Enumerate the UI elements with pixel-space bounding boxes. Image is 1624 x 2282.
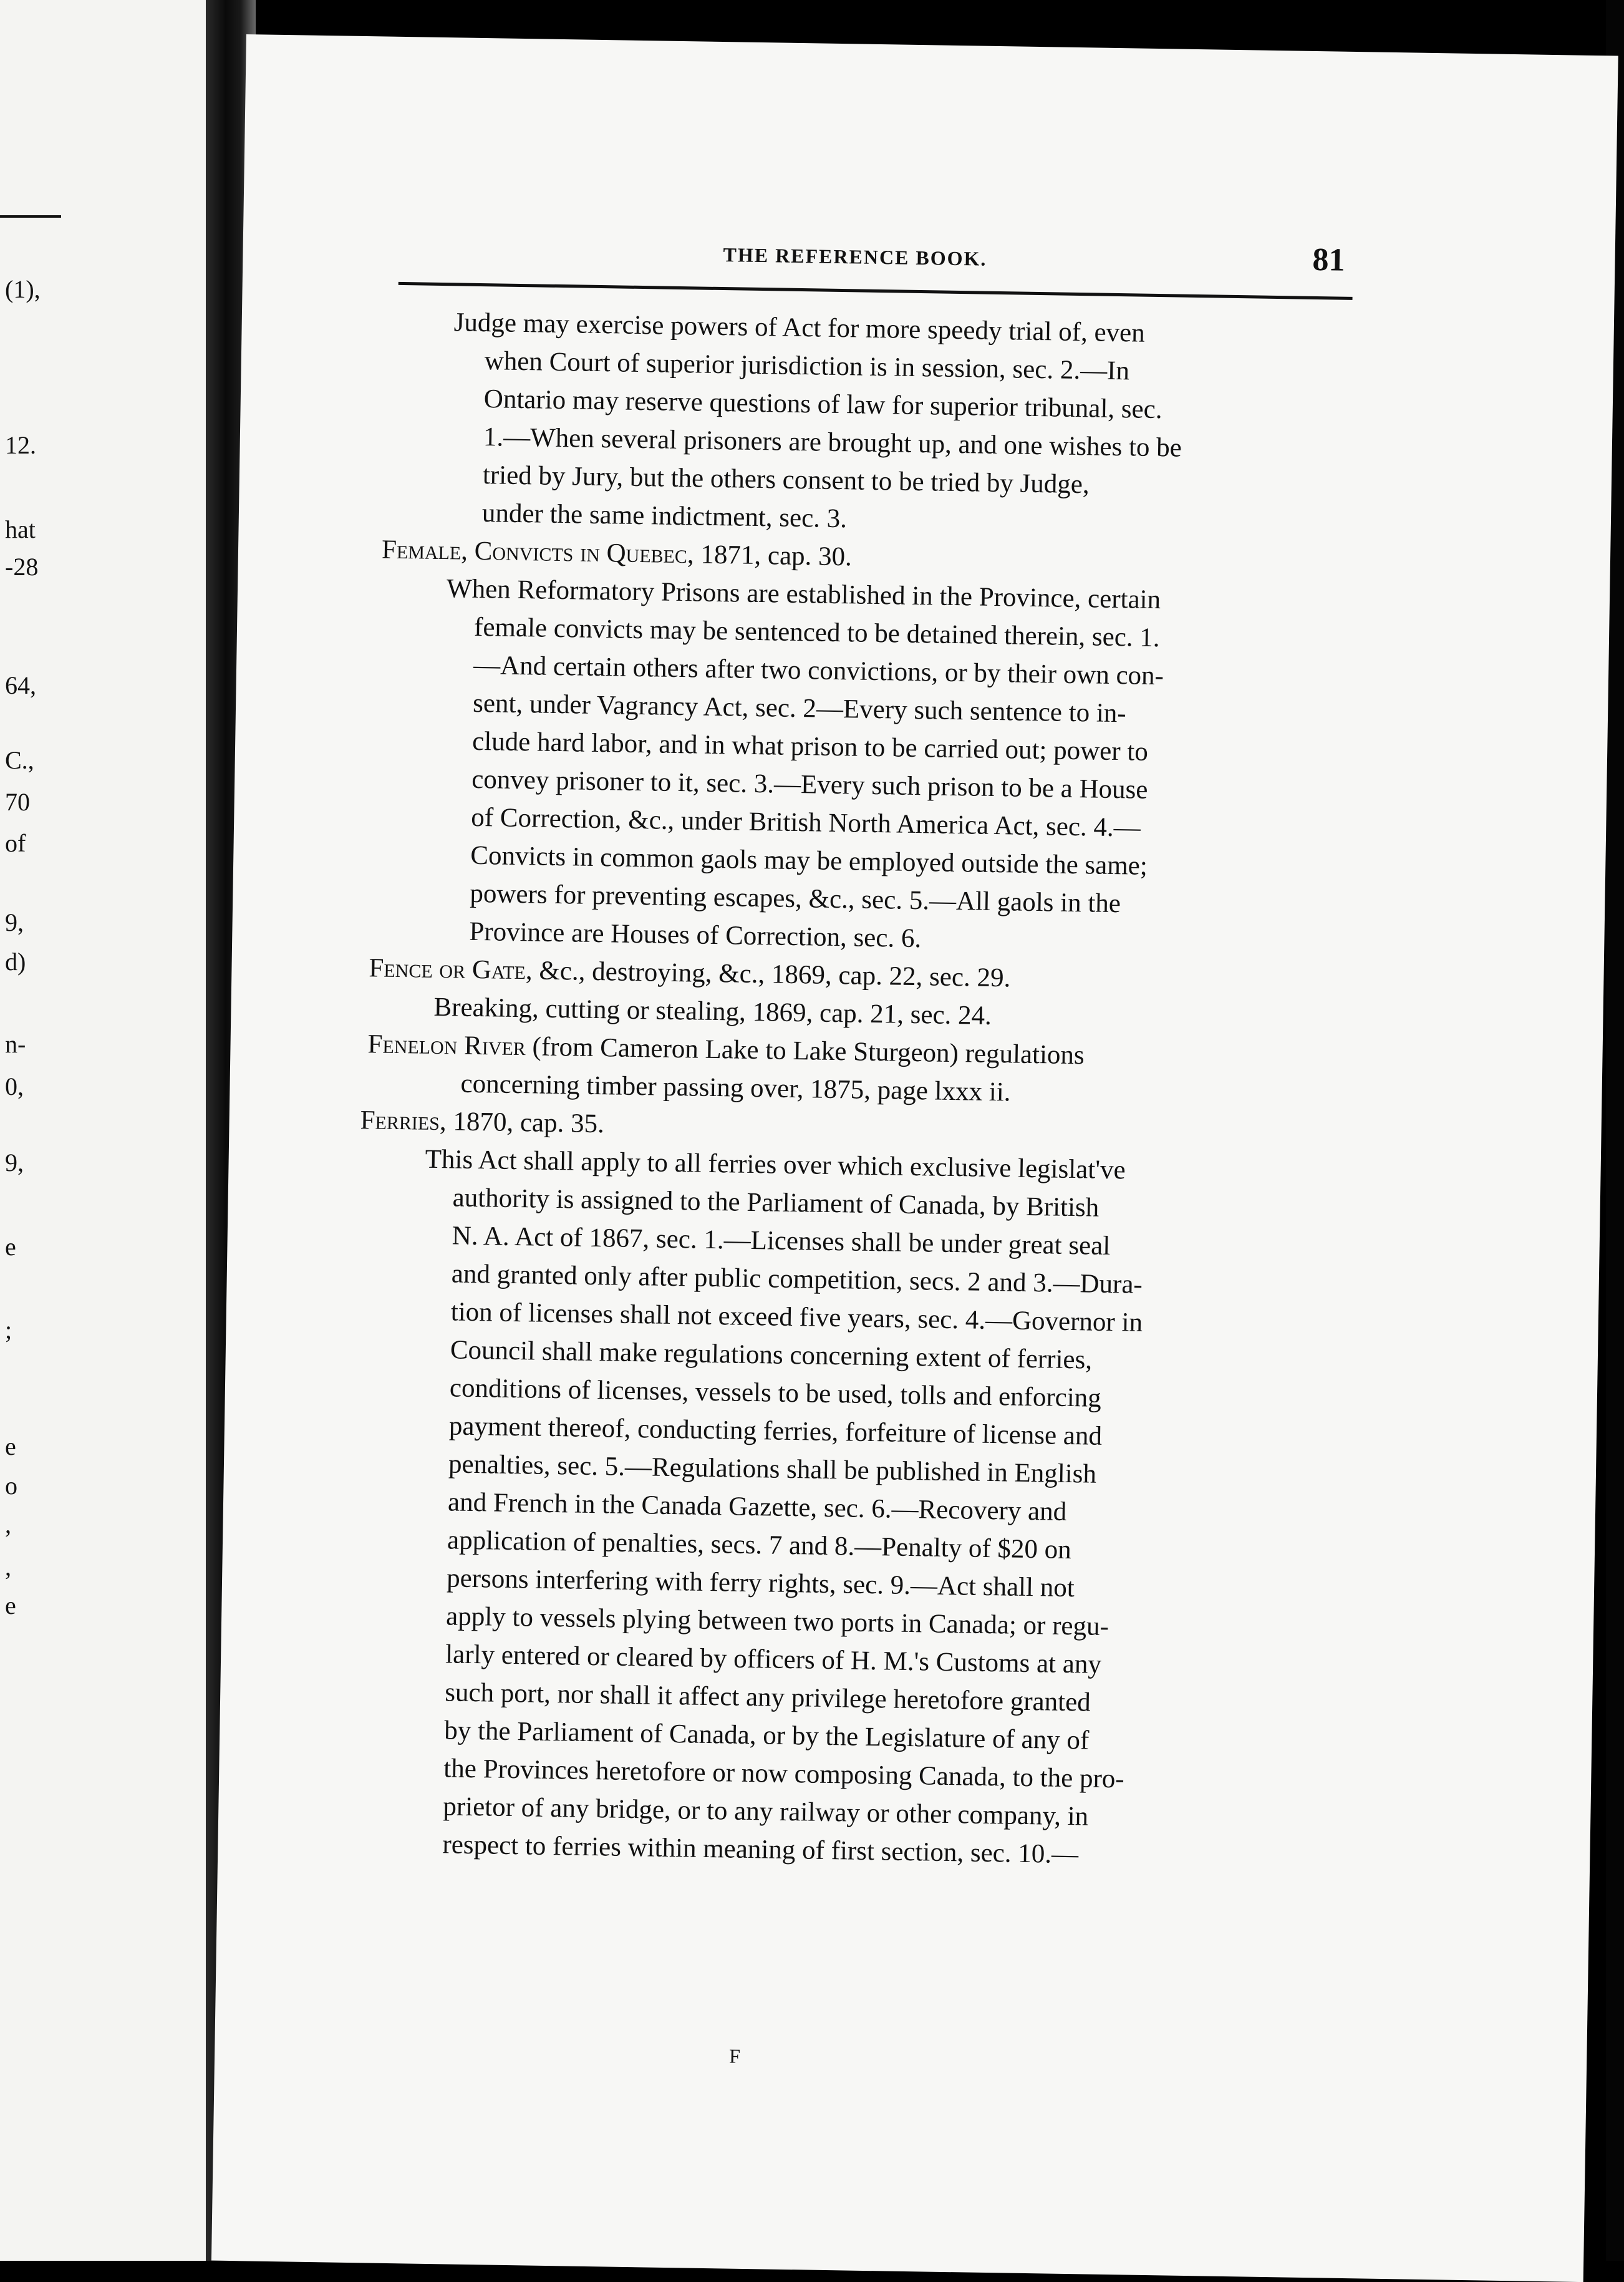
- text-line: and granted only after public competition, secs. 2 and 3.—Dura-: [451, 1259, 1143, 1299]
- right-page: [211, 34, 1618, 2282]
- text-line: convey prisoner to it, sec. 3.—Every such prison to be a House: [471, 764, 1148, 805]
- entry-heading-citation: , 1870, cap. 35.: [439, 1107, 605, 1139]
- left-page-fragment: n-: [5, 1030, 26, 1058]
- left-page-fragment: 9,: [5, 908, 24, 936]
- entry-heading-citation: , &c., destroying, &c., 1869, cap. 22, sec. 29.: [525, 956, 1011, 993]
- text-line: persons interfering with ferry rights, sec. 9.—Act shall not: [446, 1563, 1075, 1603]
- text-line: sent, under Vagrancy Act, sec. 2—Every such sentence to in-: [472, 688, 1127, 729]
- text-line: under the same indictment, sec. 3.: [481, 498, 848, 534]
- left-page-fragment: of: [5, 829, 26, 857]
- text-line: Convicts in common gaols may be employed outside the same;: [470, 840, 1148, 881]
- text-line: when Court of superior jurisdiction is in session, sec. 2.—In: [484, 346, 1130, 386]
- text-line: by the Parliament of Canada, or by the Legislature of any of: [443, 1716, 1090, 1755]
- left-page-fragment: -28: [5, 553, 39, 581]
- text-line: Judge may exercise powers of Act for more speedy trial of, even: [453, 308, 1146, 348]
- text-line: clude hard labor, and in what prison to be carried out; power to: [471, 726, 1149, 767]
- entry-heading: Fenelon River: [367, 1029, 526, 1062]
- left-page-fragment: 12.: [5, 431, 36, 459]
- left-page-fragment: 64,: [5, 671, 36, 699]
- running-title: THE REFERENCE BOOK.: [723, 243, 987, 270]
- text-line: conditions of licenses, vessels to be used, tolls and enforcing: [449, 1373, 1102, 1413]
- text-line: respect to ferries within meaning of first section, sec. 10.—: [442, 1830, 1079, 1870]
- text-line: larly entered or cleared by officers of H. M.'s Customs at any: [445, 1639, 1102, 1679]
- left-page-fragment: 9,: [5, 1148, 24, 1177]
- entry-heading-citation: , 1871, cap. 30.: [687, 540, 853, 572]
- text-line: powers for preventing escapes, &c., sec. 5.—All gaols in the: [470, 878, 1121, 919]
- left-page-fragment: (1),: [5, 275, 41, 303]
- entry-heading-citation: (from Cameron Lake to Lake Sturgeon) regulations: [525, 1032, 1085, 1071]
- left-page-fragment: 70: [5, 788, 30, 816]
- text-line: application of penalties, secs. 7 and 8.—Penalty of $20 on: [447, 1525, 1072, 1565]
- text-line: tried by Jury, but the others consent to be tried by Judge,: [482, 460, 1090, 500]
- text-line: When Reformatory Prisons are established in the Province, certain: [446, 574, 1161, 615]
- text-line: 1.—When several prisoners are brought up, and one wishes to be: [483, 422, 1182, 463]
- text-line: Council shall make regulations concerning extent of ferries,: [450, 1335, 1093, 1375]
- entry-heading: Fence or Gate: [369, 953, 526, 986]
- entry-heading: Female, Convicts in Quebec: [381, 535, 688, 570]
- text-line: concerning timber passing over, 1875, page lxxx ii.: [460, 1069, 1011, 1107]
- text-line: penalties, sec. 5.—Regulations shall be published in English: [448, 1449, 1097, 1489]
- text-line: —And certain others after two convictions, or by their own con-: [473, 650, 1164, 691]
- text-line: Ontario may reserve questions of law for superior tribunal, sec.: [483, 384, 1162, 425]
- left-page: [0, 0, 221, 2261]
- text-line: such port, nor shall it affect any privilege heretofore granted: [444, 1678, 1091, 1717]
- left-page-fragment: hat: [5, 515, 36, 543]
- left-page-fragment: e: [5, 1591, 16, 1619]
- left-page-fragment: o: [5, 1472, 17, 1500]
- left-page-fragment: ;: [5, 1316, 12, 1344]
- entry-heading: Ferries: [360, 1105, 440, 1137]
- left-page-fragment: 0,: [5, 1072, 24, 1100]
- text-line: Breaking, cutting or stealing, 1869, cap. 21, sec. 24.: [433, 992, 992, 1031]
- entry-heading-line: [367, 1031, 1085, 1069]
- text-line: Province are Houses of Correction, sec. 6.: [469, 916, 922, 954]
- text-line: the Provinces heretofore or now composing Canada, to the pro-: [443, 1754, 1125, 1794]
- left-page-fragment: e: [5, 1233, 16, 1261]
- entry-heading-line: [360, 1107, 604, 1137]
- entry-heading-line: [382, 537, 852, 571]
- left-page-fragment: d): [5, 948, 26, 976]
- signature-mark: F: [728, 2044, 741, 2067]
- text-line: N. A. Act of 1867, sec. 1.—Licenses shall be under great seal: [452, 1221, 1111, 1261]
- text-line: and French in the Canada Gazette, sec. 6.—Recovery and: [447, 1487, 1067, 1527]
- text-line: This Act shall apply to all ferries over which exclusive legislat've: [425, 1144, 1126, 1185]
- text-line: of Correction, &c., under British North America Act, sec. 4.—: [470, 802, 1141, 843]
- text-line: female convicts may be sentenced to be detained therein, sec. 1.: [473, 612, 1160, 653]
- left-page-fragment: C.,: [5, 746, 34, 774]
- left-page-rule: [0, 215, 61, 218]
- page-number: 81: [1312, 241, 1345, 278]
- header-rule: [399, 282, 1353, 300]
- left-page-fragment: ,: [5, 1510, 11, 1538]
- text-line: prietor of any bridge, or to any railway or other company, in: [443, 1792, 1089, 1832]
- entry-heading-line: [369, 954, 1010, 991]
- text-line: tion of licenses shall not exceed five years, sec. 4.—Governor in: [450, 1297, 1143, 1338]
- text-line: authority is assigned to the Parliament of Canada, by British: [452, 1183, 1100, 1223]
- left-page-fragment: e: [5, 1432, 16, 1460]
- left-page-fragment: ,: [5, 1553, 11, 1581]
- text-line: payment thereof, conducting ferries, forfeiture of license and: [448, 1411, 1103, 1451]
- text-line: apply to vessels plying between two ports in Canada; or regu-: [445, 1601, 1109, 1642]
